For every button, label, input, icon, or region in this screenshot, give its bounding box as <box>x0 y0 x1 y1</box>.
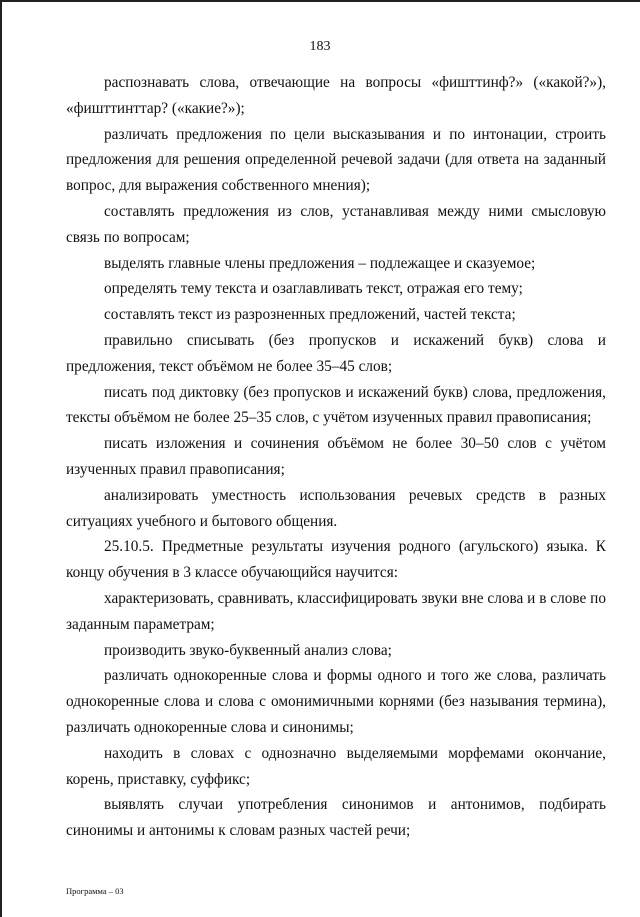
paragraph: выявлять случаи употребления синонимов и антонимов, подбирать синонимы и антонимы к словам разных частей речи; <box>66 796 606 840</box>
paragraph: составлять предложения из слов, устанавливая между ними смысловую связь по вопросам; <box>66 202 606 246</box>
paragraph: определять тему текста и озаглавливать текст, отражая его тему; <box>104 280 523 298</box>
paragraph: выделять главные члены предложения – подлежащее и сказуемое; <box>104 254 536 272</box>
page-number: 183 <box>309 39 331 54</box>
document-body <box>66 70 606 844</box>
paragraph: составлять текст из разрозненных предложений, частей текста; <box>104 306 516 324</box>
paragraph: характеризовать, сравнивать, классифицировать звуки вне слова и в слове по заданным параметрам; <box>66 589 606 633</box>
paragraph: анализировать уместность использования речевых средств в разных ситуациях учебного и бытового общения. <box>66 486 606 530</box>
paragraph: писать изложения и сочинения объёмом не более 30–50 слов с учётом изученных правил правописания; <box>66 435 606 478</box>
paragraph: распознавать слова, отвечающие на вопросы «фишттинф?» («какой?»), «фишттинттар? («какие?»); <box>66 74 606 117</box>
paragraph: писать под диктовку (без пропусков и искажений букв) слова, предложения, тексты объёмом не более 25–35 слов, с учётом изученных правил правописания; <box>66 383 606 427</box>
paragraph: производить звуко-буквенный анализ слова; <box>104 641 392 659</box>
footer-label: Программа – 03 <box>66 886 124 896</box>
paragraph: правильно списывать (без пропусков и искажений букв) слова и предложения, текст объёмом не более 35–45 слов; <box>66 331 606 375</box>
paragraph: различать однокоренные слова и формы одного и того же слова, различать однокоренные слова и слова с омонимичными корнями (без называния термина), различать однокоренные слова и синонимы; <box>66 667 606 736</box>
section-heading-paragraph: 25.10.5. Предметные результаты изучения родного (агульского) языка. К концу обучения в 3 классе обучающийся научится: <box>66 538 606 582</box>
paragraph: находить в словах с однозначно выделяемыми морфемами окончание, корень, приставку, суффикс; <box>66 744 606 788</box>
paragraph: различать предложения по цели высказывания и по интонации, строить предложения для решения определенной речевой задачи (для ответа на заданный вопрос, для выражения собственного мнения); <box>66 125 606 195</box>
